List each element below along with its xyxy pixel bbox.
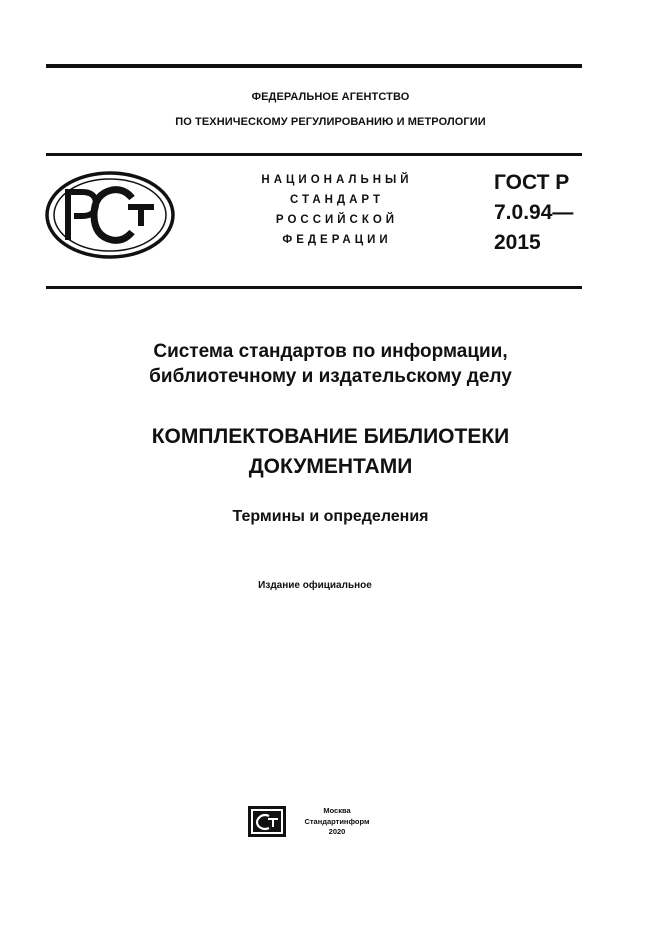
national-line-3: РОССИЙСКОЙ	[275, 214, 399, 226]
standartinform-logo-icon	[247, 805, 287, 838]
agency-line-2: ПО ТЕХНИЧЕСКОМУ РЕГУЛИРОВАНИЮ И МЕТРОЛОГИИ	[175, 116, 486, 128]
rst-logo-icon	[44, 170, 176, 260]
national-line-1: НАЦИОНАЛЬНЫЙ	[261, 174, 413, 186]
bottom-rule	[46, 286, 582, 289]
gost-line-2: 7.0.94—	[494, 201, 574, 224]
gost-number	[494, 168, 573, 258]
national-line-4: ФЕДЕРАЦИИ	[282, 234, 392, 246]
series-line-1: Система стандартов по информации,	[153, 341, 508, 362]
national-standard-label	[232, 170, 442, 250]
middle-rule	[46, 153, 582, 156]
document-subtitle: Термины и определения	[232, 508, 429, 525]
series-line-2: библиотечному и издательскому делу	[149, 366, 512, 387]
gost-line-3: 2015	[494, 231, 541, 254]
gost-line-1: ГОСТ Р	[494, 171, 570, 194]
publisher-year: 2020	[328, 827, 346, 836]
publisher-city: Москва	[323, 806, 351, 815]
title-line-2: ДОКУМЕНТАМИ	[248, 455, 413, 478]
document-title	[0, 422, 661, 482]
top-rule	[46, 64, 582, 68]
edition-label: Издание официальное	[258, 580, 372, 591]
agency-line-1: ФЕДЕРАЛЬНОЕ АГЕНТСТВО	[251, 91, 410, 103]
national-line-2: СТАНДАРТ	[290, 194, 384, 206]
title-line-1: КОМПЛЕКТОВАНИЕ БИБЛИОТЕКИ	[151, 425, 510, 448]
publisher-info	[292, 806, 382, 838]
series-title	[0, 339, 661, 389]
publisher-name: Стандартинформ	[304, 816, 370, 826]
